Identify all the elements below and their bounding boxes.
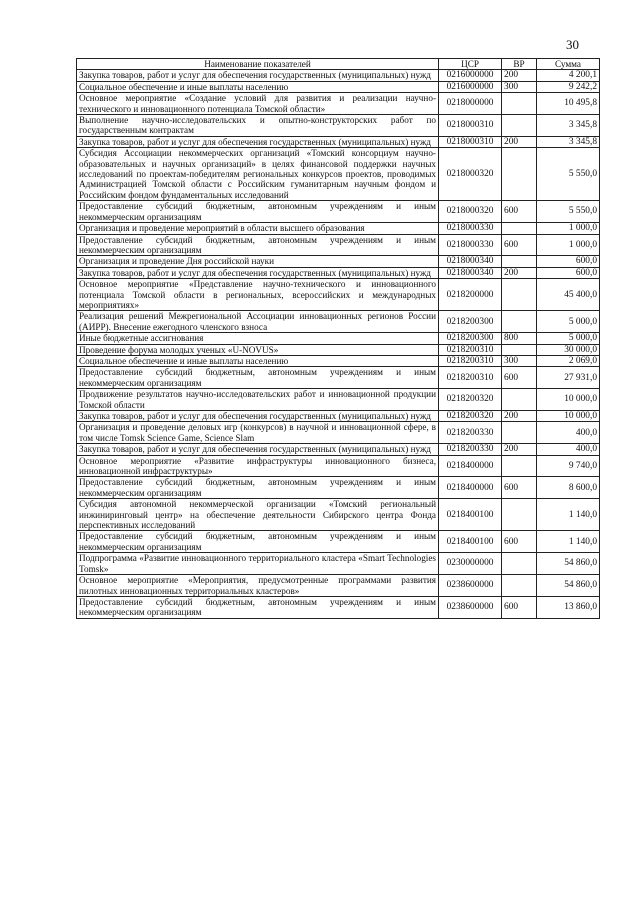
table-row [77,477,600,499]
row-name-cell: Основное мероприятие «Представление научно-технического и инновационного потенциала Томской области в региональных, всероссийских и международных мероприятиях» [77,279,439,311]
row-sum-cell: 5 550,0 [537,201,600,223]
table-row [77,531,600,553]
row-vr-cell [502,344,537,355]
header-csr: ЦСР [439,59,502,70]
row-name-cell: Организация и проведение деловых игр (конкурсов) в научной и инновационной сфере, в том числе Tomsk Science Game, Science Slam [77,422,439,444]
row-vr-cell [502,148,537,201]
row-sum-cell: 54 860,0 [537,553,600,575]
row-vr-cell: 200 [502,411,537,422]
row-sum-cell: 8 600,0 [537,477,600,499]
row-vr-cell: 600 [502,234,537,256]
table-row [77,93,600,115]
row-csr-cell: 0218000330 [439,234,502,256]
row-csr-cell: 0218200330 [439,444,502,455]
row-name-cell: Предоставление субсидий бюджетным, автономным учреждениям и иным некоммерческим организациям [77,596,439,618]
row-name-cell: Субсидия автономной некоммерческой организации «Томский региональный инжиниринговый центр» на обеспечение деятельности Сибирского центра Фонда перспективных исследований [77,499,439,531]
row-sum-cell: 1 000,0 [537,223,600,234]
row-sum-cell: 400,0 [537,422,600,444]
table-row [77,411,600,422]
row-name-cell: Организация и проведение мероприятий в области высшего образования [77,223,439,234]
row-vr-cell [502,115,537,137]
row-vr-cell [502,499,537,531]
row-name-cell: Организация и проведение Дня российской науки [77,256,439,267]
table-row [77,70,600,81]
row-csr-cell: 0238600000 [439,575,502,597]
row-sum-cell: 10 495,8 [537,93,600,115]
table-row [77,355,600,366]
row-name-cell: Проведение форума молодых ученых «U-NOVUS» [77,344,439,355]
row-csr-cell: 0218200330 [439,422,502,444]
table-row [77,575,600,597]
table-row [77,148,600,201]
row-sum-cell: 600,0 [537,267,600,278]
row-csr-cell: 0218200300 [439,333,502,344]
table-row [77,136,600,147]
row-vr-cell: 600 [502,367,537,389]
row-sum-cell: 30 000,0 [537,344,600,355]
row-name-cell: Основное мероприятие «Создание условий для развития и реализации научно-технического и инновационного потенциала Томской области» [77,93,439,115]
header-row [77,59,600,70]
row-sum-cell: 9 740,0 [537,455,600,477]
row-vr-cell: 600 [502,477,537,499]
row-sum-cell: 13 860,0 [537,596,600,618]
row-vr-cell [502,575,537,597]
row-name-cell: Основное мероприятие «Мероприятия, предусмотренные программами развития пилотных инновационных территориальных кластеров» [77,575,439,597]
row-sum-cell: 1 000,0 [537,234,600,256]
table-row [77,267,600,278]
page-number: 30 [566,37,579,52]
table-row [77,81,600,92]
row-sum-cell: 10 000,0 [537,411,600,422]
row-csr-cell: 0218000310 [439,115,502,137]
row-csr-cell: 0218200310 [439,367,502,389]
row-sum-cell: 3 345,8 [537,115,600,137]
row-vr-cell [502,311,537,333]
table-row [77,422,600,444]
table-row [77,333,600,344]
row-csr-cell: 0218000310 [439,136,502,147]
table-header [77,59,600,70]
row-name-cell: Социальное обеспечение и иные выплаты населению [77,81,439,92]
row-vr-cell: 800 [502,333,537,344]
row-vr-cell [502,422,537,444]
row-sum-cell: 27 931,0 [537,367,600,389]
row-name-cell: Закупка товаров, работ и услуг для обеспечения государственных (муниципальных) нужд [77,411,439,422]
row-sum-cell: 10 000,0 [537,389,600,411]
row-vr-cell: 600 [502,531,537,553]
row-csr-cell: 0218400000 [439,477,502,499]
table-row [77,455,600,477]
row-csr-cell: 0218400100 [439,499,502,531]
row-sum-cell: 1 140,0 [537,531,600,553]
row-csr-cell: 0218000320 [439,201,502,223]
row-name-cell: Предоставление субсидий бюджетным, автономным учреждениям и иным некоммерческим организациям [77,477,439,499]
row-name-cell: Предоставление субсидий бюджетным, автономным учреждениям и иным некоммерческим организациям [77,531,439,553]
row-sum-cell: 54 860,0 [537,575,600,597]
table-row [77,367,600,389]
row-name-cell: Социальное обеспечение и иные выплаты населению [77,355,439,366]
row-vr-cell [502,223,537,234]
row-name-cell: Подпрограмма «Развитие инновационного территориального кластера «Smart Technologies Tomsk» [77,553,439,575]
table-row [77,344,600,355]
row-sum-cell: 9 242,2 [537,81,600,92]
row-csr-cell: 0216000000 [439,81,502,92]
row-vr-cell: 200 [502,70,537,81]
row-name-cell: Закупка товаров, работ и услуг для обеспечения государственных (муниципальных) нужд [77,70,439,81]
row-vr-cell [502,455,537,477]
row-sum-cell: 600,0 [537,256,600,267]
table-row [77,201,600,223]
row-csr-cell: 0218400100 [439,531,502,553]
row-vr-cell: 300 [502,355,537,366]
row-vr-cell [502,389,537,411]
row-vr-cell: 600 [502,201,537,223]
row-name-cell: Выполнение научно-исследовательских и опытно-конструкторских работ по государственным контрактам [77,115,439,137]
row-csr-cell: 0218200320 [439,389,502,411]
row-sum-cell: 400,0 [537,444,600,455]
row-vr-cell [502,553,537,575]
row-vr-cell: 300 [502,81,537,92]
row-name-cell: Предоставление субсидий бюджетным, автономным учреждениям и иным некоммерческим организациям [77,234,439,256]
table-row [77,596,600,618]
row-sum-cell: 45 400,0 [537,279,600,311]
row-name-cell: Реализация решений Межрегиональной Ассоциации инновационных регионов России (АИРР). Внесение ежегодного членского взноса [77,311,439,333]
table-row [77,553,600,575]
row-vr-cell: 200 [502,444,537,455]
row-csr-cell: 0218200000 [439,279,502,311]
row-csr-cell: 0216000000 [439,70,502,81]
row-sum-cell: 4 200,1 [537,70,600,81]
header-vr: ВР [502,59,537,70]
row-csr-cell: 0238600000 [439,596,502,618]
row-csr-cell: 0218400000 [439,455,502,477]
row-sum-cell: 5 550,0 [537,148,600,201]
table-row [77,279,600,311]
row-vr-cell: 200 [502,136,537,147]
row-csr-cell: 0218200310 [439,344,502,355]
row-sum-cell: 1 140,0 [537,499,600,531]
table-row [77,256,600,267]
row-csr-cell: 0218200310 [439,355,502,366]
row-csr-cell: 0218000000 [439,93,502,115]
row-vr-cell [502,279,537,311]
header-sum: Сумма [537,59,600,70]
row-csr-cell: 0218000340 [439,256,502,267]
row-name-cell: Предоставление субсидий бюджетным, автономным учреждениям и иным некоммерческим организациям [77,367,439,389]
header-name: Наименование показателей [77,59,439,70]
table-body [77,70,600,618]
table-row [77,444,600,455]
table-row [77,223,600,234]
row-name-cell: Продвижение результатов научно-исследовательских работ и инновационной продукции Томской области [77,389,439,411]
row-name-cell: Закупка товаров, работ и услуг для обеспечения государственных (муниципальных) нужд [77,136,439,147]
table-row [77,499,600,531]
table-row [77,311,600,333]
row-name-cell: Закупка товаров, работ и услуг для обеспечения государственных (муниципальных) нужд [77,267,439,278]
row-name-cell: Субсидия Ассоциации некоммерческих организаций «Томский консорциум научно-образовательных и научных организаций» в целях финансовой поддержки научных исследований по проектам-победителям региональных конкурсов проектов, проводимых Администрацией Томской области с Российским гуманитарным научным фондом и Российским фондом фундаментальных исследований [77,148,439,201]
table-row [77,234,600,256]
row-csr-cell: 0218000330 [439,223,502,234]
row-csr-cell: 0218200300 [439,311,502,333]
row-sum-cell: 3 345,8 [537,136,600,147]
row-name-cell: Закупка товаров, работ и услуг для обеспечения государственных (муниципальных) нужд [77,444,439,455]
row-vr-cell [502,256,537,267]
row-vr-cell: 600 [502,596,537,618]
row-vr-cell: 200 [502,267,537,278]
row-csr-cell: 0218200320 [439,411,502,422]
table-row [77,115,600,137]
row-csr-cell: 0218000320 [439,148,502,201]
row-csr-cell: 0218000340 [439,267,502,278]
row-name-cell: Основное мероприятие «Развитие инфраструктуры инновационного бизнеса, инновационной инфраструктуры» [77,455,439,477]
row-csr-cell: 0230000000 [439,553,502,575]
row-vr-cell [502,93,537,115]
row-sum-cell: 5 000,0 [537,333,600,344]
row-sum-cell: 5 000,0 [537,311,600,333]
budget-table [76,58,600,619]
row-sum-cell: 2 069,0 [537,355,600,366]
table-row [77,389,600,411]
row-name-cell: Предоставление субсидий бюджетным, автономным учреждениям и иным некоммерческим организациям [77,201,439,223]
row-name-cell: Иные бюджетные ассигнования [77,333,439,344]
